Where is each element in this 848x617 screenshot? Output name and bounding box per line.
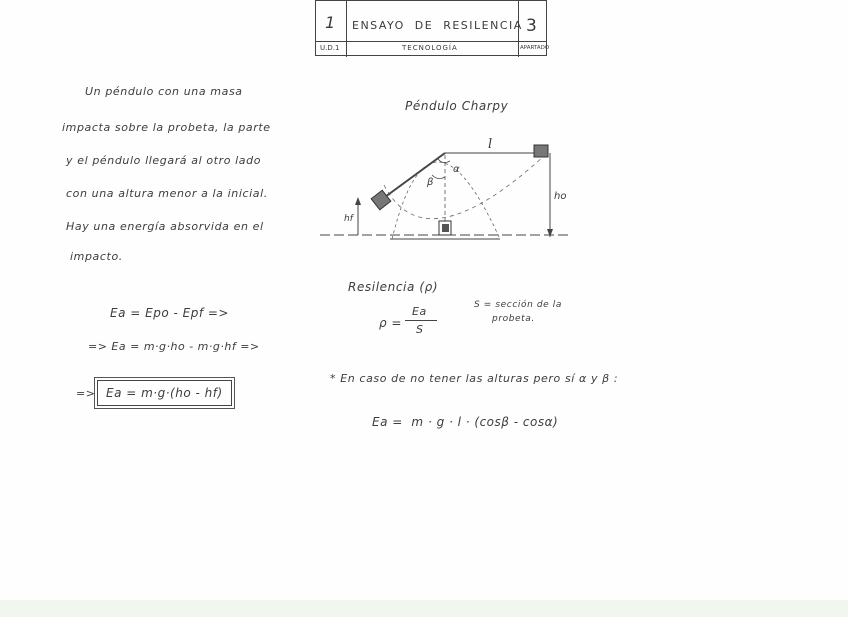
- formula-line-2: => Ea = m·g·ho - m·g·hf =>: [88, 340, 260, 353]
- header-unit: U.D.1: [320, 44, 340, 52]
- intro-line-1: Un péndulo con una masa: [85, 85, 243, 98]
- header-table: [315, 0, 550, 56]
- resilience-note-line-1: S = sección de la: [474, 300, 562, 310]
- header-subject: TECNOLOGÍA: [402, 44, 458, 52]
- scan-edge-strip: [0, 600, 848, 617]
- intro-line-6: impacto.: [70, 250, 123, 263]
- intro-line-3: y el péndulo llegará al otro lado: [66, 154, 262, 167]
- diagram-title: Péndulo Charpy: [405, 99, 509, 113]
- resilience-note-line-2: probeta.: [492, 314, 535, 324]
- label-alpha: α: [453, 164, 460, 175]
- fraction-bar: [405, 320, 437, 321]
- alternative-note: * En caso de no tener las alturas pero sí α y β :: [330, 372, 619, 385]
- label-l: l: [488, 137, 493, 152]
- header-title: ENSAYO DE RESILENCIA: [352, 19, 523, 32]
- charpy-pendulum-diagram: [310, 115, 580, 255]
- final-formula: Ea = m · g · l · (cosβ - cosα): [372, 415, 559, 429]
- resilience-heading: Resilencia (ρ): [348, 280, 439, 294]
- intro-line-2: impacta sobre la probeta, la parte: [62, 121, 271, 134]
- label-beta: β: [427, 177, 434, 188]
- label-hf: hf: [344, 214, 353, 224]
- header-number: 1: [325, 13, 336, 32]
- intro-line-4: con una altura menor a la inicial.: [66, 187, 268, 200]
- formula-line-1: Ea = Epo - Epf =>: [110, 306, 229, 320]
- boxed-formula: Ea = m·g·(ho - hf): [97, 380, 232, 406]
- intro-line-5: Hay una energía absorvida en el: [66, 220, 264, 233]
- header-label: APARTADO: [520, 45, 550, 51]
- resilience-numerator: Ea: [412, 305, 427, 318]
- formula-line-3-prefix: =>: [76, 387, 96, 400]
- resilience-denominator: S: [416, 323, 424, 336]
- header-page-number: 3: [526, 16, 537, 36]
- resilience-symbol: ρ =: [379, 316, 402, 330]
- label-ho: ho: [554, 191, 567, 202]
